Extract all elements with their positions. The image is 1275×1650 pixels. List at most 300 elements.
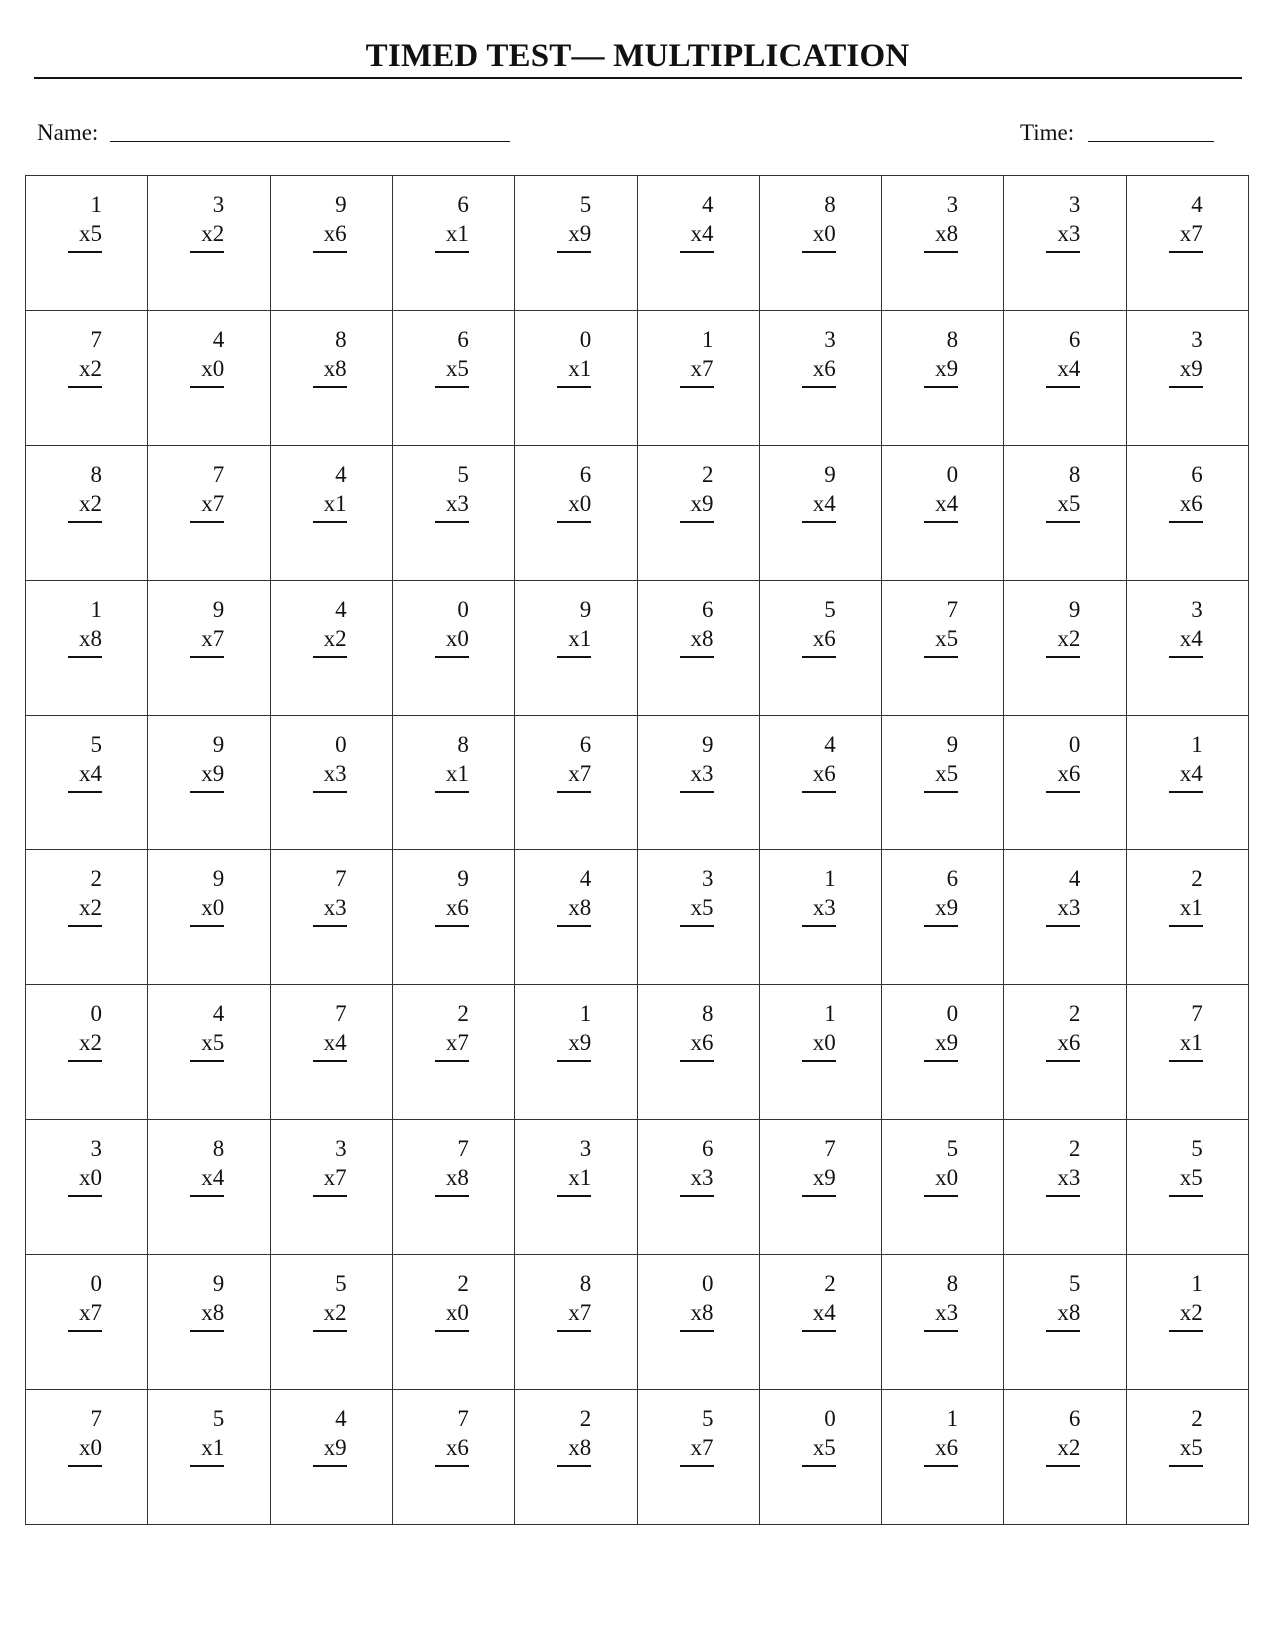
multiplication-problem (557, 730, 591, 793)
multiplier: x9 (924, 354, 958, 388)
multiplicand: 8 (457, 731, 469, 757)
problem-cell[interactable] (882, 1255, 1004, 1390)
problem-cell[interactable] (393, 446, 515, 581)
time-blank-line[interactable] (1088, 141, 1214, 142)
problem-cell[interactable] (271, 985, 393, 1120)
multiplicand: 0 (946, 1001, 959, 1027)
multiplier: x0 (68, 1433, 102, 1467)
multiplication-problem (557, 1269, 591, 1332)
problem-cell[interactable] (1004, 581, 1126, 716)
multiplicand: 3 (946, 192, 959, 217)
multiplicand: 5 (702, 1406, 714, 1432)
multiplier: x8 (435, 1163, 469, 1197)
multiplier: x1 (1169, 893, 1203, 927)
multiplier: x5 (680, 893, 714, 927)
multiplicand: 3 (579, 1136, 592, 1162)
problem-cell[interactable] (148, 850, 270, 985)
problem-cell[interactable] (271, 1120, 393, 1255)
multiplier: x3 (680, 759, 714, 793)
time-label: Time: (1020, 120, 1075, 145)
multiplier: x2 (68, 354, 102, 388)
multiplication-problem (1046, 595, 1080, 658)
problem-cell[interactable] (1127, 581, 1249, 716)
multiplication-problem (924, 864, 958, 927)
multiplication-problem (1169, 1269, 1203, 1332)
title-underline (34, 77, 1242, 79)
multiplier: x4 (802, 1298, 836, 1332)
problem-cell[interactable] (26, 1255, 148, 1390)
multiplicand: 7 (457, 1136, 469, 1162)
multiplicand: 2 (824, 1271, 836, 1297)
multiplier: x0 (557, 489, 591, 523)
multiplier: x7 (313, 1163, 347, 1197)
multiplier: x9 (313, 1433, 347, 1467)
multiplicand: 3 (335, 1136, 347, 1162)
multiplier: x0 (924, 1163, 958, 1197)
multiplication-problem (680, 1404, 714, 1467)
multiplication-problem (313, 999, 347, 1062)
multiplier: x3 (1046, 1163, 1080, 1197)
multiplication-problem (802, 190, 836, 253)
problem-cell[interactable] (148, 581, 270, 716)
problem-cell[interactable] (148, 311, 270, 446)
multiplicand: 1 (824, 866, 836, 892)
problem-cell[interactable] (271, 1255, 393, 1390)
multiplicand: 2 (1191, 1406, 1203, 1432)
multiplication-problem (557, 460, 591, 523)
problem-cell[interactable] (882, 985, 1004, 1120)
problem-cell[interactable] (1004, 850, 1126, 985)
multiplication-problem (1169, 460, 1203, 523)
multiplication-problem (68, 864, 102, 927)
multiplier: x9 (680, 489, 714, 523)
multiplication-problem (313, 1134, 347, 1197)
problem-cell[interactable] (1004, 716, 1126, 851)
multiplicand: 7 (824, 1136, 836, 1162)
multiplication-problem (435, 1269, 469, 1332)
problem-cell[interactable] (271, 446, 393, 581)
multiplication-problem (924, 730, 958, 793)
multiplicand: 8 (824, 192, 836, 217)
multiplier: x6 (1046, 759, 1080, 793)
multiplier: x9 (1169, 354, 1203, 388)
problem-cell[interactable] (1127, 1390, 1249, 1525)
problem-cell[interactable] (515, 716, 637, 851)
multiplication-problem (680, 190, 714, 253)
problem-cell[interactable] (148, 1120, 270, 1255)
problem-cell[interactable] (760, 581, 882, 716)
multiplicand: 8 (335, 326, 347, 352)
multiplier: x6 (802, 759, 836, 793)
multiplicand: 8 (946, 326, 959, 352)
multiplication-problem (1169, 325, 1203, 388)
multiplication-problem (190, 190, 224, 253)
problem-cell[interactable] (638, 1390, 760, 1525)
multiplier: x5 (1169, 1163, 1203, 1197)
multiplication-problem (680, 325, 714, 388)
multiplier: x7 (190, 489, 224, 523)
multiplier: x6 (1046, 1028, 1080, 1062)
multiplication-problem (1046, 1404, 1080, 1467)
multiplier: x9 (802, 1163, 836, 1197)
multiplication-problem (68, 460, 102, 523)
multiplier: x2 (190, 219, 224, 253)
multiplicand: 8 (212, 1136, 225, 1162)
problem-cell[interactable] (515, 176, 637, 311)
multiplicand: 7 (946, 596, 959, 622)
problem-cell[interactable] (1127, 446, 1249, 581)
multiplicand: 7 (335, 866, 347, 892)
problem-cell[interactable] (515, 1255, 637, 1390)
multiplicand: 9 (212, 866, 225, 892)
multiplicand: 7 (90, 1406, 102, 1432)
problem-cell[interactable] (515, 311, 637, 446)
problem-cell[interactable] (882, 716, 1004, 851)
multiplicand: 6 (579, 731, 592, 757)
multiplier: x6 (802, 354, 836, 388)
problem-cell[interactable] (393, 716, 515, 851)
multiplicand: 8 (579, 1271, 592, 1297)
multiplication-problem (313, 1404, 347, 1467)
multiplier: x4 (924, 489, 958, 523)
problem-cell[interactable] (638, 1120, 760, 1255)
multiplicand: 9 (335, 192, 347, 217)
problem-cell[interactable] (1004, 985, 1126, 1120)
multiplier: x6 (435, 1433, 469, 1467)
multiplicand: 6 (579, 461, 592, 487)
multiplier: x5 (802, 1433, 836, 1467)
problem-cell[interactable] (393, 1390, 515, 1525)
multiplicand: 2 (579, 1406, 592, 1432)
multiplicand: 1 (946, 1406, 959, 1432)
multiplicand: 3 (1068, 192, 1081, 217)
multiplicand: 5 (824, 596, 836, 622)
multiplier: x3 (1046, 219, 1080, 253)
problem-cell[interactable] (1127, 850, 1249, 985)
name-blank-line[interactable] (110, 141, 510, 142)
problem-cell[interactable] (638, 446, 760, 581)
problem-cell[interactable] (515, 1120, 637, 1255)
multiplicand: 5 (335, 1271, 347, 1297)
multiplier: x2 (1169, 1298, 1203, 1332)
multiplier: x2 (68, 489, 102, 523)
multiplicand: 4 (702, 192, 714, 217)
multiplier: x4 (680, 219, 714, 253)
multiplicand: 7 (212, 461, 225, 487)
problem-cell[interactable] (271, 850, 393, 985)
multiplicand: 0 (90, 1001, 102, 1027)
multiplier: x5 (435, 354, 469, 388)
multiplicand: 6 (702, 1136, 714, 1162)
problem-cell[interactable] (1004, 446, 1126, 581)
multiplication-problem (190, 864, 224, 927)
multiplication-problem (680, 730, 714, 793)
multiplier: x4 (1169, 624, 1203, 658)
problem-cell[interactable] (515, 850, 637, 985)
multiplication-problem (190, 1404, 224, 1467)
multiplication-problem (924, 1269, 958, 1332)
multiplication-problem (1046, 190, 1080, 253)
problem-cell[interactable] (1127, 1120, 1249, 1255)
problem-cell[interactable] (393, 176, 515, 311)
problem-cell[interactable] (271, 1390, 393, 1525)
multiplication-problem (190, 595, 224, 658)
multiplier: x0 (802, 1028, 836, 1062)
problem-cell[interactable] (26, 1390, 148, 1525)
multiplication-problem (802, 460, 836, 523)
multiplicand: 5 (90, 731, 102, 757)
problem-cell[interactable] (26, 1120, 148, 1255)
multiplicand: 3 (824, 326, 836, 352)
multiplicand: 9 (212, 1271, 225, 1297)
problem-cell[interactable] (882, 1120, 1004, 1255)
problem-cell[interactable] (26, 985, 148, 1120)
problem-cell[interactable] (148, 176, 270, 311)
problem-cell[interactable] (882, 176, 1004, 311)
problem-cell[interactable] (26, 311, 148, 446)
problem-cell[interactable] (638, 176, 760, 311)
multiplication-problem (557, 595, 591, 658)
multiplication-problem (680, 1134, 714, 1197)
problem-cell[interactable] (760, 1120, 882, 1255)
multiplication-problem (1169, 1404, 1203, 1467)
multiplication-problem (1046, 1134, 1080, 1197)
multiplier: x5 (68, 219, 102, 253)
multiplicand: 8 (702, 1001, 714, 1027)
problem-cell[interactable] (26, 716, 148, 851)
problem-cell[interactable] (638, 850, 760, 985)
problem-cell[interactable] (1004, 1390, 1126, 1525)
multiplier: x9 (924, 1028, 958, 1062)
problem-cell[interactable] (271, 176, 393, 311)
problem-cell[interactable] (1004, 176, 1126, 311)
multiplication-problem (557, 1134, 591, 1197)
multiplicand: 0 (335, 731, 347, 757)
multiplicand: 0 (1068, 731, 1081, 757)
problem-cell[interactable] (271, 716, 393, 851)
multiplicand: 6 (1068, 1406, 1081, 1432)
problem-cell[interactable] (760, 311, 882, 446)
multiplication-problem (924, 325, 958, 388)
multiplier: x3 (435, 489, 469, 523)
multiplier: x7 (557, 1298, 591, 1332)
problem-cell[interactable] (1127, 1255, 1249, 1390)
multiplication-problem (68, 1134, 102, 1197)
multiplication-problem (924, 460, 958, 523)
multiplication-problem (924, 1134, 958, 1197)
multiplicand: 5 (1191, 1136, 1203, 1162)
multiplicand: 0 (946, 461, 959, 487)
multiplication-problem (1169, 730, 1203, 793)
multiplier: x8 (1046, 1298, 1080, 1332)
multiplication-problem (1046, 460, 1080, 523)
multiplication-problem (68, 1404, 102, 1467)
multiplication-problem (1169, 864, 1203, 927)
multiplicand: 7 (1191, 1001, 1203, 1027)
multiplication-problem (313, 460, 347, 523)
multiplicand: 9 (824, 461, 836, 487)
multiplication-problem (802, 730, 836, 793)
problem-cell[interactable] (26, 446, 148, 581)
problem-cell[interactable] (760, 446, 882, 581)
problem-cell[interactable] (1004, 1120, 1126, 1255)
multiplier: x4 (1169, 759, 1203, 793)
multiplicand: 1 (1191, 1271, 1203, 1297)
multiplier: x6 (435, 893, 469, 927)
multiplier: x1 (1169, 1028, 1203, 1062)
problem-cell[interactable] (148, 985, 270, 1120)
problem-cell[interactable] (638, 1255, 760, 1390)
multiplicand: 2 (457, 1001, 469, 1027)
multiplicand: 9 (579, 596, 592, 622)
problem-cell[interactable] (26, 850, 148, 985)
problem-cell[interactable] (271, 581, 393, 716)
multiplier: x7 (68, 1298, 102, 1332)
problem-grid (25, 175, 1249, 1525)
multiplicand: 3 (212, 192, 225, 217)
problem-cell[interactable] (760, 176, 882, 311)
multiplier: x0 (435, 624, 469, 658)
multiplier: x2 (313, 624, 347, 658)
multiplication-problem (557, 1404, 591, 1467)
multiplicand: 6 (946, 866, 959, 892)
multiplication-problem (68, 999, 102, 1062)
multiplier: x1 (313, 489, 347, 523)
name-label: Name: (37, 120, 99, 145)
multiplier: x9 (557, 1028, 591, 1062)
multiplicand: 9 (946, 731, 959, 757)
multiplier: x0 (190, 893, 224, 927)
multiplication-problem (313, 325, 347, 388)
multiplication-problem (313, 595, 347, 658)
multiplier: x1 (435, 219, 469, 253)
multiplicand: 5 (579, 192, 592, 217)
problem-cell[interactable] (148, 446, 270, 581)
multiplication-problem (924, 999, 958, 1062)
multiplicand: 4 (335, 461, 347, 487)
problem-cell[interactable] (638, 716, 760, 851)
multiplication-problem (190, 1269, 224, 1332)
multiplicand: 5 (946, 1136, 959, 1162)
problem-cell[interactable] (26, 581, 148, 716)
multiplication-problem (435, 325, 469, 388)
problem-cell[interactable] (760, 1390, 882, 1525)
problem-cell[interactable] (393, 985, 515, 1120)
multiplication-problem (1046, 325, 1080, 388)
multiplicand: 2 (702, 461, 714, 487)
problem-cell[interactable] (882, 1390, 1004, 1525)
problem-cell[interactable] (515, 1390, 637, 1525)
multiplier: x2 (68, 893, 102, 927)
problem-cell[interactable] (393, 581, 515, 716)
multiplier: x1 (190, 1433, 224, 1467)
multiplication-problem (313, 1269, 347, 1332)
multiplier: x5 (1046, 489, 1080, 523)
problem-cell[interactable] (148, 1390, 270, 1525)
multiplier: x8 (68, 624, 102, 658)
multiplication-problem (557, 325, 591, 388)
multiplication-problem (802, 1269, 836, 1332)
problem-cell[interactable] (393, 850, 515, 985)
multiplier: x1 (557, 354, 591, 388)
problem-cell[interactable] (760, 716, 882, 851)
problem-cell[interactable] (760, 1255, 882, 1390)
problem-cell[interactable] (515, 446, 637, 581)
multiplier: x8 (557, 893, 591, 927)
multiplier: x9 (924, 893, 958, 927)
multiplication-problem (190, 730, 224, 793)
problem-cell[interactable] (271, 311, 393, 446)
multiplicand: 3 (90, 1136, 102, 1162)
problem-cell[interactable] (882, 581, 1004, 716)
problem-cell[interactable] (882, 311, 1004, 446)
multiplier: x8 (680, 624, 714, 658)
multiplier: x0 (190, 354, 224, 388)
problem-cell[interactable] (638, 985, 760, 1120)
problem-cell[interactable] (148, 716, 270, 851)
multiplier: x6 (924, 1433, 958, 1467)
multiplicand: 1 (702, 326, 714, 352)
multiplicand: 9 (212, 596, 225, 622)
problem-cell[interactable] (760, 850, 882, 985)
problem-cell[interactable] (1127, 176, 1249, 311)
multiplication-problem (190, 460, 224, 523)
multiplicand: 8 (1068, 461, 1081, 487)
multiplication-problem (557, 999, 591, 1062)
multiplier: x3 (802, 893, 836, 927)
problem-cell[interactable] (393, 1255, 515, 1390)
multiplication-problem (435, 460, 469, 523)
multiplicand: 0 (702, 1271, 714, 1297)
multiplication-problem (68, 325, 102, 388)
problem-cell[interactable] (1127, 716, 1249, 851)
multiplier: x4 (1046, 354, 1080, 388)
problem-cell[interactable] (638, 311, 760, 446)
problem-cell[interactable] (148, 1255, 270, 1390)
multiplicand: 4 (335, 596, 347, 622)
multiplier: x3 (924, 1298, 958, 1332)
problem-cell[interactable] (1127, 311, 1249, 446)
multiplication-problem (435, 190, 469, 253)
problem-cell[interactable] (515, 581, 637, 716)
problem-cell[interactable] (26, 176, 148, 311)
multiplication-problem (435, 730, 469, 793)
page-title: TIMED TEST— MULTIPLICATION (365, 38, 910, 74)
problem-cell[interactable] (1127, 985, 1249, 1120)
problem-cell[interactable] (393, 311, 515, 446)
multiplicand: 9 (212, 731, 225, 757)
problem-cell[interactable] (760, 985, 882, 1120)
problem-cell[interactable] (515, 985, 637, 1120)
problem-cell[interactable] (638, 581, 760, 716)
problem-cell[interactable] (882, 850, 1004, 985)
multiplication-problem (1169, 190, 1203, 253)
multiplication-problem (802, 864, 836, 927)
multiplication-problem (1046, 999, 1080, 1062)
multiplication-problem (802, 595, 836, 658)
problem-cell[interactable] (393, 1120, 515, 1255)
multiplier: x2 (1046, 624, 1080, 658)
multiplication-problem (557, 190, 591, 253)
multiplicand: 2 (90, 866, 102, 892)
problem-cell[interactable] (1004, 1255, 1126, 1390)
multiplication-problem (435, 1134, 469, 1197)
multiplication-problem (435, 864, 469, 927)
problem-cell[interactable] (882, 446, 1004, 581)
problem-cell[interactable] (1004, 311, 1126, 446)
multiplication-problem (924, 1404, 958, 1467)
multiplier: x1 (557, 624, 591, 658)
